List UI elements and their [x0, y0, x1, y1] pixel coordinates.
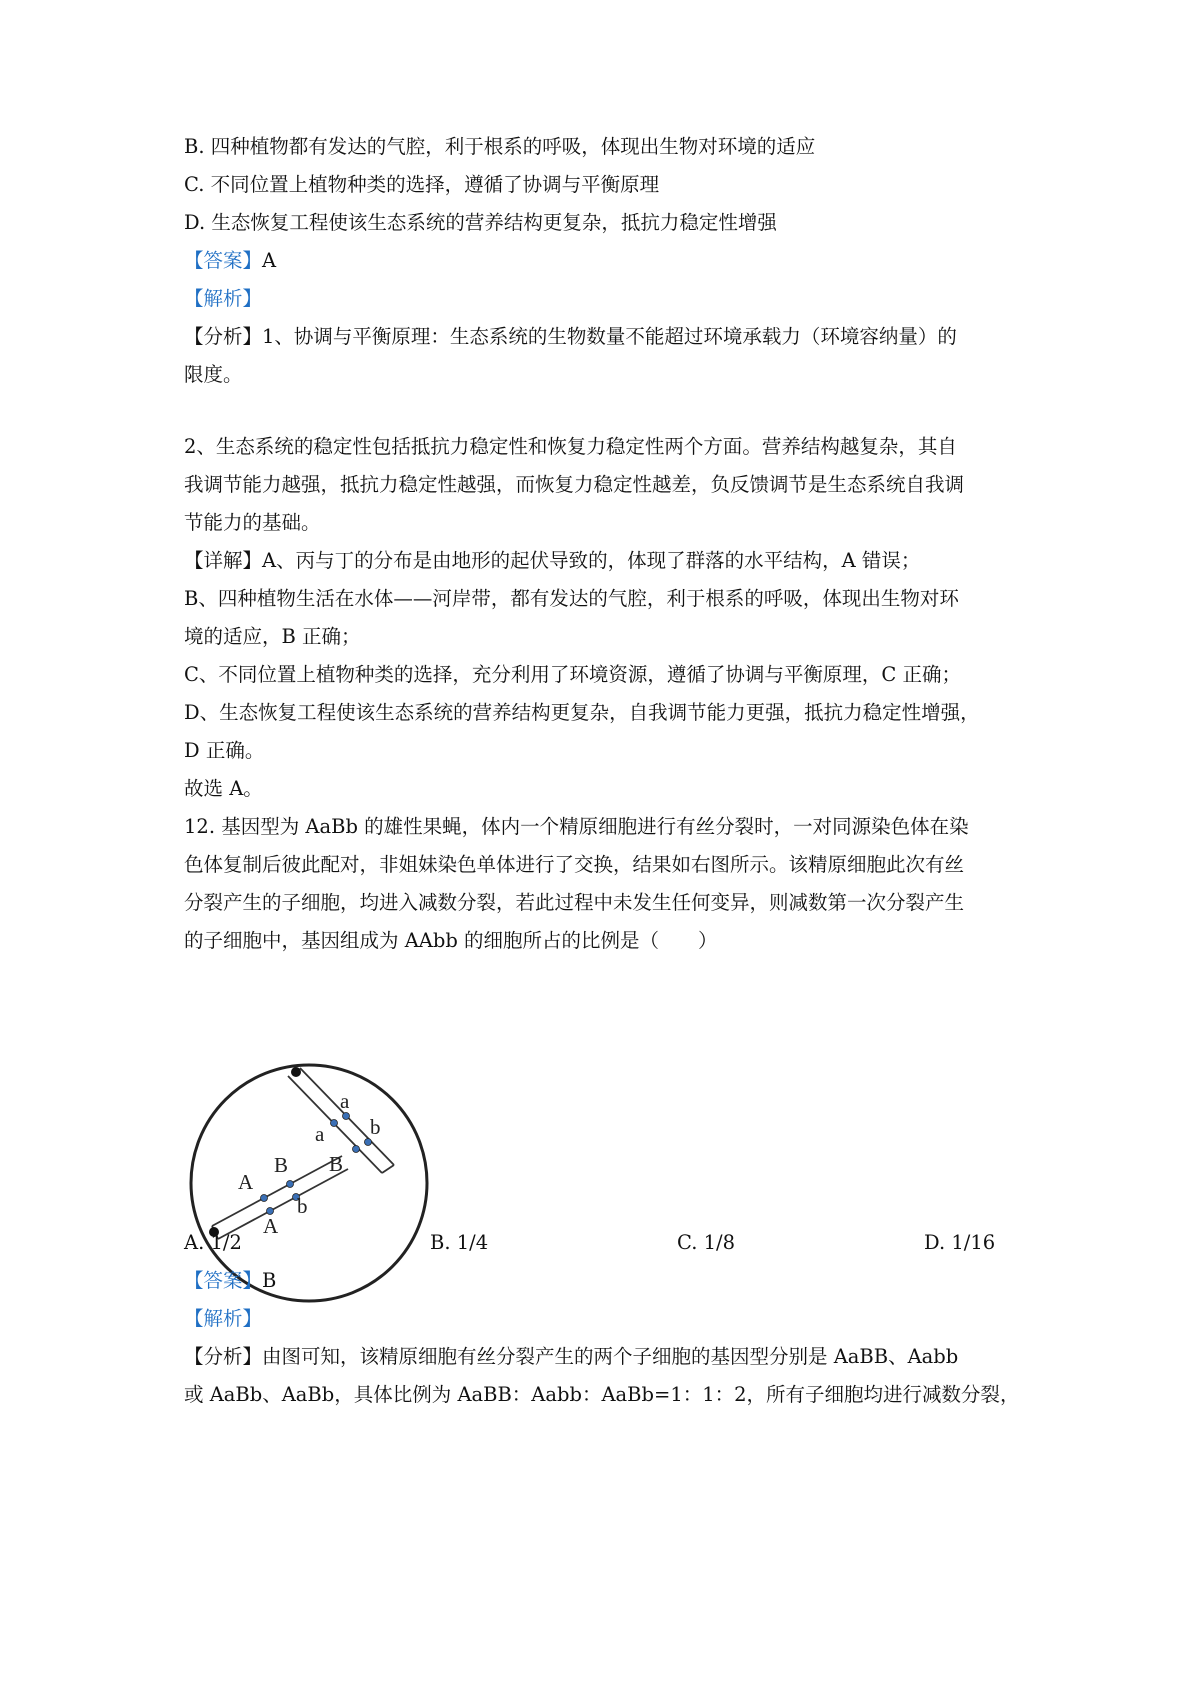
detail-line-b2: 境的适应，B 正确； [184, 625, 361, 648]
label-right-b: b [370, 1115, 381, 1139]
analysis-tag: 【解析】 [184, 287, 263, 310]
detail-line-c: C、不同位置上植物种类的选择，充分利用了环境资源，遵循了协调与平衡原理，C 正确； [184, 663, 962, 686]
option-d-text: D. 生态恢复工程使该生态系统的营养结构更复杂，抵抗力稳定性增强 [184, 211, 777, 234]
question-12-line-4: 的子细胞中，基因组成为 AAbb 的细胞所占的比例是（ ） [184, 929, 718, 952]
detail-line-b1: B、四种植物生活在水体——河岸带，都有发达的气腔，利于根系的呼吸，体现出生物对环 [184, 587, 959, 610]
cell-outline [191, 1065, 427, 1301]
option-b-text: B. 四种植物都有发达的气腔，利于根系的呼吸，体现出生物对环境的适应 [184, 135, 816, 158]
option-b: B. 1/4 [430, 1231, 489, 1254]
fenxi-line-2 [184, 1343, 958, 1371]
analysis-line-2 [184, 1305, 262, 1333]
answer-line-1 [184, 247, 276, 275]
answer-line-2 [184, 1267, 276, 1295]
detail-tag: 【详解】 [184, 549, 263, 572]
analysis-tag-2: 【解析】 [184, 1307, 263, 1330]
detail-line-a [184, 547, 920, 575]
detail-line-d2: D 正确。 [184, 739, 265, 762]
option-c: C. 1/8 [677, 1231, 736, 1254]
label-right-a-top: a [340, 1089, 350, 1113]
analysis-line-1 [184, 285, 262, 313]
label-right-a-left: a [315, 1122, 325, 1146]
right-centromere [291, 1067, 301, 1077]
answer-tag: 【答案】 [184, 249, 263, 272]
fenxi-line-2-cont: 或 AaBb、AaBb，具体比例为 AaBB：Aabb：AaBb=1：1：2，所有子细胞均进行减数分裂， [184, 1383, 1020, 1406]
fenxi-line-1 [184, 323, 957, 351]
detail-line-d1: D、生态恢复工程使该生态系统的营养结构更复杂，自我调节能力更强，抵抗力稳定性增强， [184, 701, 980, 724]
fenxi-cont: 限度。 [184, 363, 243, 386]
option-a: A. 1/2 [184, 1231, 242, 1254]
label-right-B: B [329, 1152, 344, 1176]
conclusion-line: 故选 A。 [184, 777, 263, 800]
answer-tag-2: 【答案】 [184, 1269, 263, 1292]
question-12-line-2: 色体复制后彼此配对，非姐妹染色单体进行了交换，结果如右图所示。该精原细胞此次有丝 [184, 853, 965, 876]
fenxi-text-2: 由图可知，该精原细胞有丝分裂产生的两个子细胞的基因型分别是 AaBB、Aabb [262, 1345, 959, 1368]
fenxi-text: 1、协调与平衡原理：生态系统的生物数量不能超过环境承载力（环境容纳量）的 [262, 325, 957, 348]
fenxi-tag-2: 【分析】 [184, 1345, 263, 1368]
label-left-b: b [297, 1194, 308, 1218]
answer-value-2: B [262, 1269, 277, 1292]
question-12-line-1: 12. 基因型为 AaBb 的雄性果蝇，体内一个精原细胞进行有丝分裂时，一对同源染色体在染 [184, 815, 969, 838]
label-left-B: B [274, 1153, 289, 1177]
fenxi-tag: 【分析】 [184, 325, 263, 348]
detail-text-a: A、丙与丁的分布是由地形的起伏导致的，体现了群落的水平结构，A 错误； [262, 549, 921, 572]
question-12-line-3: 分裂产生的子细胞，均进入减数分裂，若此过程中未发生任何变异，则减数第一次分裂产生 [184, 891, 965, 914]
point-2-line-3: 节能力的基础。 [184, 511, 321, 534]
option-c-text: C. 不同位置上植物种类的选择，遵循了协调与平衡原理 [184, 173, 660, 196]
answer-value: A [262, 249, 277, 272]
option-d: D. 1/16 [924, 1231, 996, 1254]
label-left-A-lower: A [263, 1214, 279, 1238]
point-2-line-2: 我调节能力越强，抵抗力稳定性越强，而恢复力稳定性越差，负反馈调节是生态系统自我调 [184, 473, 965, 496]
point-2-line-1: 2、生态系统的稳定性包括抵抗力稳定性和恢复力稳定性两个方面。营养结构越复杂，其自 [184, 435, 957, 458]
label-left-A-upper: A [238, 1170, 254, 1194]
